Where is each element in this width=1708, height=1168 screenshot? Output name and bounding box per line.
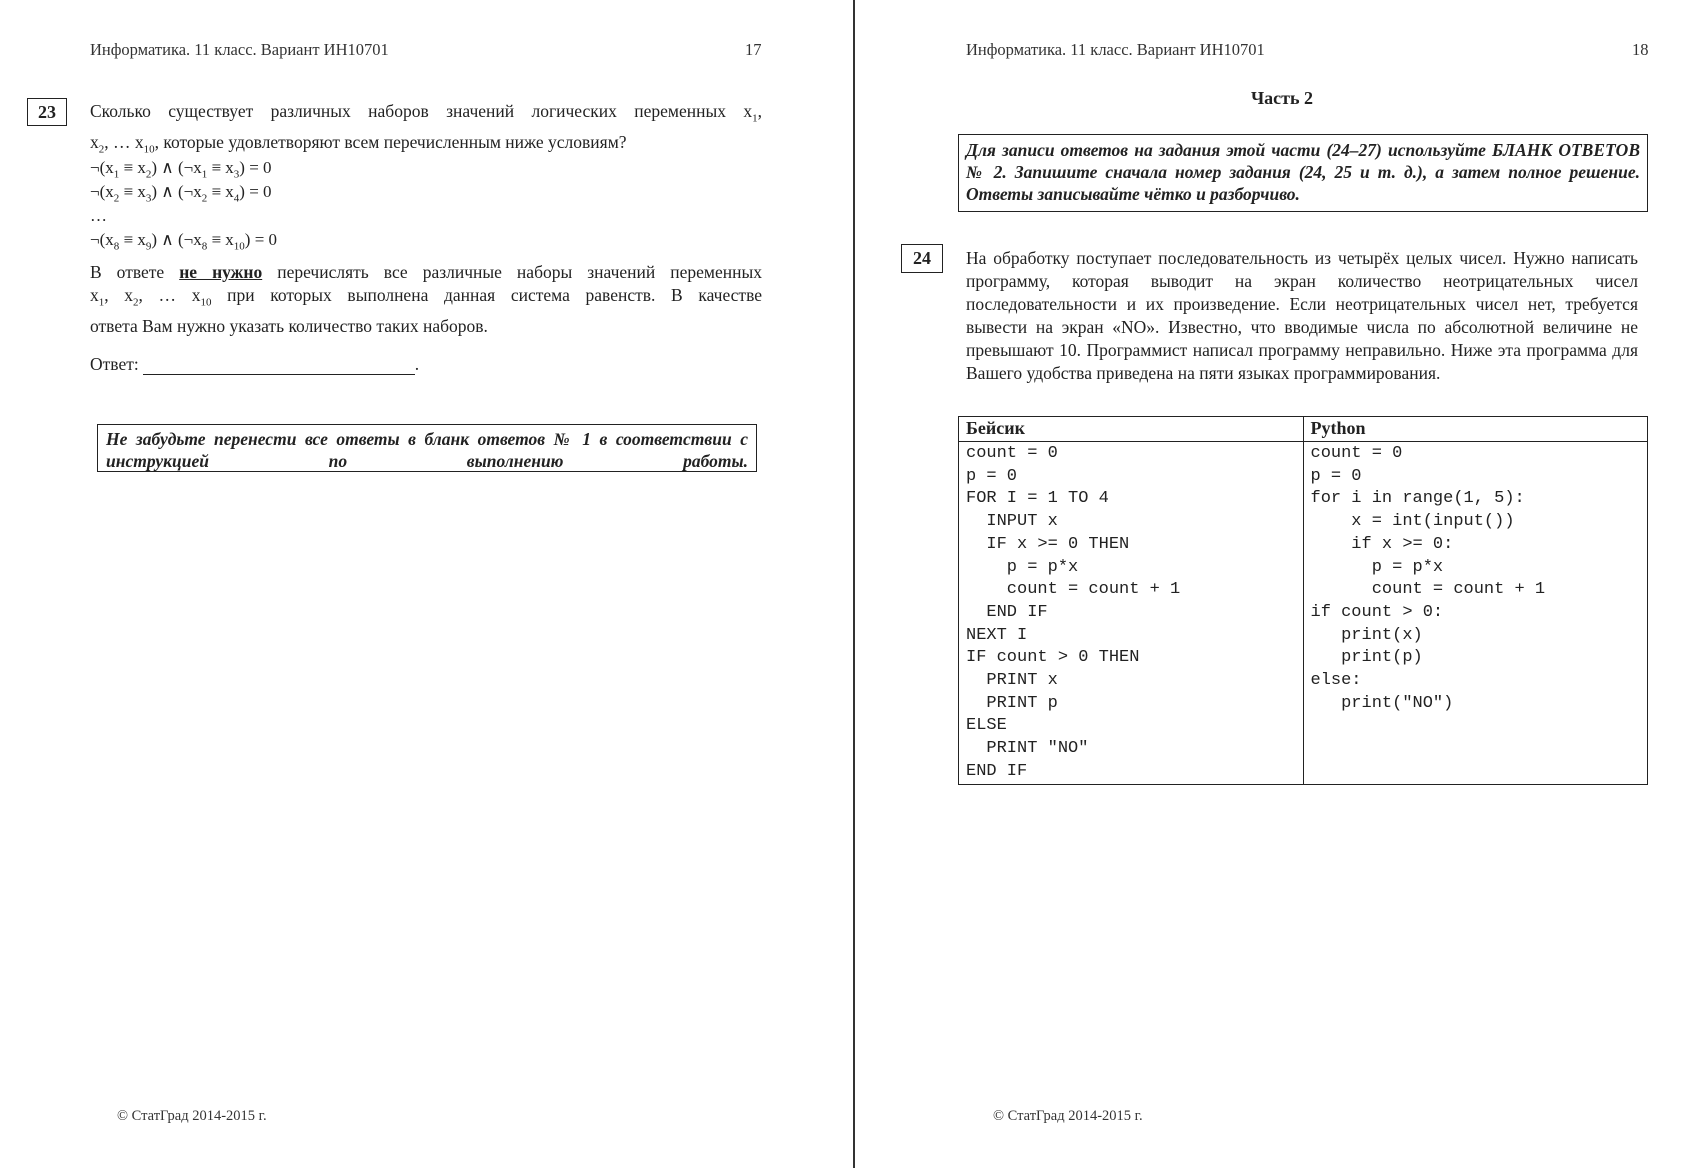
equation-3: $\neg(x_8 \equiv x_9)$ ∧ $(\neg x_8 \equiv x_{10}) = 0$ [90,230,278,253]
code-line: END IF [966,761,1028,781]
subscript: 10 [143,143,155,155]
code-line: IF x >= 0 THEN [966,534,1130,554]
page-footer: © СтатГрад 2014-2015 г. [993,1108,1143,1124]
question-text: , … x [104,131,144,152]
code-line: IF count > 0 THEN [966,648,1140,668]
subscript: 1 [752,112,758,125]
page-header: Информатика. 11 класс. Вариант ИН10701 [90,40,389,59]
answer-field[interactable] [143,356,415,375]
code-line: if count > 0: [1310,602,1444,622]
note-text: В ответе [90,262,180,282]
code-cell-python [1303,442,1648,785]
task-23-question [90,100,762,161]
task-number-23: 23 [27,98,67,126]
code-header-basic: Бейсик [959,417,1304,442]
equation-dots: … [90,206,107,225]
subscript: 2 [98,143,105,155]
code-line: PRINT "NO" [966,739,1089,759]
instructions-box [958,134,1648,212]
code-line: PRINT p [966,693,1058,713]
note-text: ответа Вам нужно указать количество таких наборов. [90,315,488,336]
page-divider [853,0,855,1168]
question-text: , [757,101,762,121]
code-line: count = 0 [1310,444,1403,463]
code-line: count = count + 1 [966,580,1181,600]
code-line: INPUT x [966,512,1058,532]
code-line: NEXT I [966,625,1028,645]
answer-label: Ответ: [90,354,139,374]
code-line: for i in range(1, 5): [1310,489,1525,509]
code-line: else: [1310,671,1362,691]
code-line: print(x) [1310,625,1423,645]
code-line: ELSE [966,716,1007,736]
question-text: Сколько существует различных наборов значений логических переменных x [90,101,753,121]
equation-2: $\neg(x_2 \equiv x_3)$ ∧ $(\neg x_2 \equiv x_4) = 0$ [90,182,272,205]
page-number: 17 [745,40,762,59]
code-cell-basic [959,442,1304,785]
code-line: count = count + 1 [1310,580,1546,600]
reminder-text: Не забудьте перенести все ответы в бланк ответов № 1 в соответствии с инструкцией по выполнению работы. [106,429,748,471]
question-text: x [90,131,99,152]
code-line: END IF [966,602,1048,622]
reminder-box [97,424,757,472]
part-title: Часть 2 [1250,88,1314,108]
equation-1: $\neg(x_1 \equiv x_2)$ ∧ $(\neg x_1 \equiv x_3) = 0$ [90,158,272,181]
code-line: print(p) [1310,648,1423,668]
code-line: p = p*x [966,557,1079,577]
task-23-note: В ответе не нужно перечислять все различные наборы значений переменных $x_1$, $x_2$, … $x_{10}$ при которых выполнена данная система равенств. В качестве ответа Вам нужно указать количество таких наборов. [90,262,763,336]
note-emphasis: не нужно [179,262,263,282]
page-number: 18 [1632,40,1649,59]
answer-row [90,354,419,375]
code-line: print("NO") [1310,693,1454,713]
code-header-python: Python [1303,417,1648,442]
page-footer: © СтатГрад 2014-2015 г. [117,1108,267,1124]
code-line: count = 0 [966,444,1058,463]
task-24-text: На обработку поступает последовательность из четырёх целых чисел. Нужно написать программу, которая выводит на экран количество неотрицательных чисел последовательности и их произведение. Если неотрицательных чисел нет, требуется вывести на экран «NO». Известно, что вводимые числа по абсолютной величине не превышают 10. Программист написал программу неправильно. Ниже эта программа для Вашего удобства приведена на пяти языках программирования. [966,248,1638,383]
code-line: p = 0 [1310,466,1362,486]
code-line: if x >= 0: [1310,534,1454,554]
question-text: , которые удовлетворяют всем перечисленным ниже условиям? [154,131,627,152]
note-text: перечислять все различные наборы значений переменных [262,262,762,282]
instructions-text: Для записи ответов на задания этой части (24–27) используйте БЛАНК ОТВЕТОВ № 2. Запишите сначала номер задания (24, 25 и т. д.), а затем полное решение. Ответы записывайте чётко и разборчиво. [966,140,1640,204]
code-line: x = int(input()) [1310,512,1515,532]
code-line: p = p*x [1310,557,1444,577]
code-table [958,416,1648,785]
right-page [856,0,1708,1168]
answer-period: . [414,354,420,374]
page-header: Информатика. 11 класс. Вариант ИН10701 [966,40,1265,59]
code-line: FOR I = 1 TO 4 [966,489,1109,509]
task-number-24: 24 [901,244,943,273]
code-line: PRINT x [966,671,1058,691]
code-line: p = 0 [966,466,1018,486]
left-page [0,0,853,1168]
